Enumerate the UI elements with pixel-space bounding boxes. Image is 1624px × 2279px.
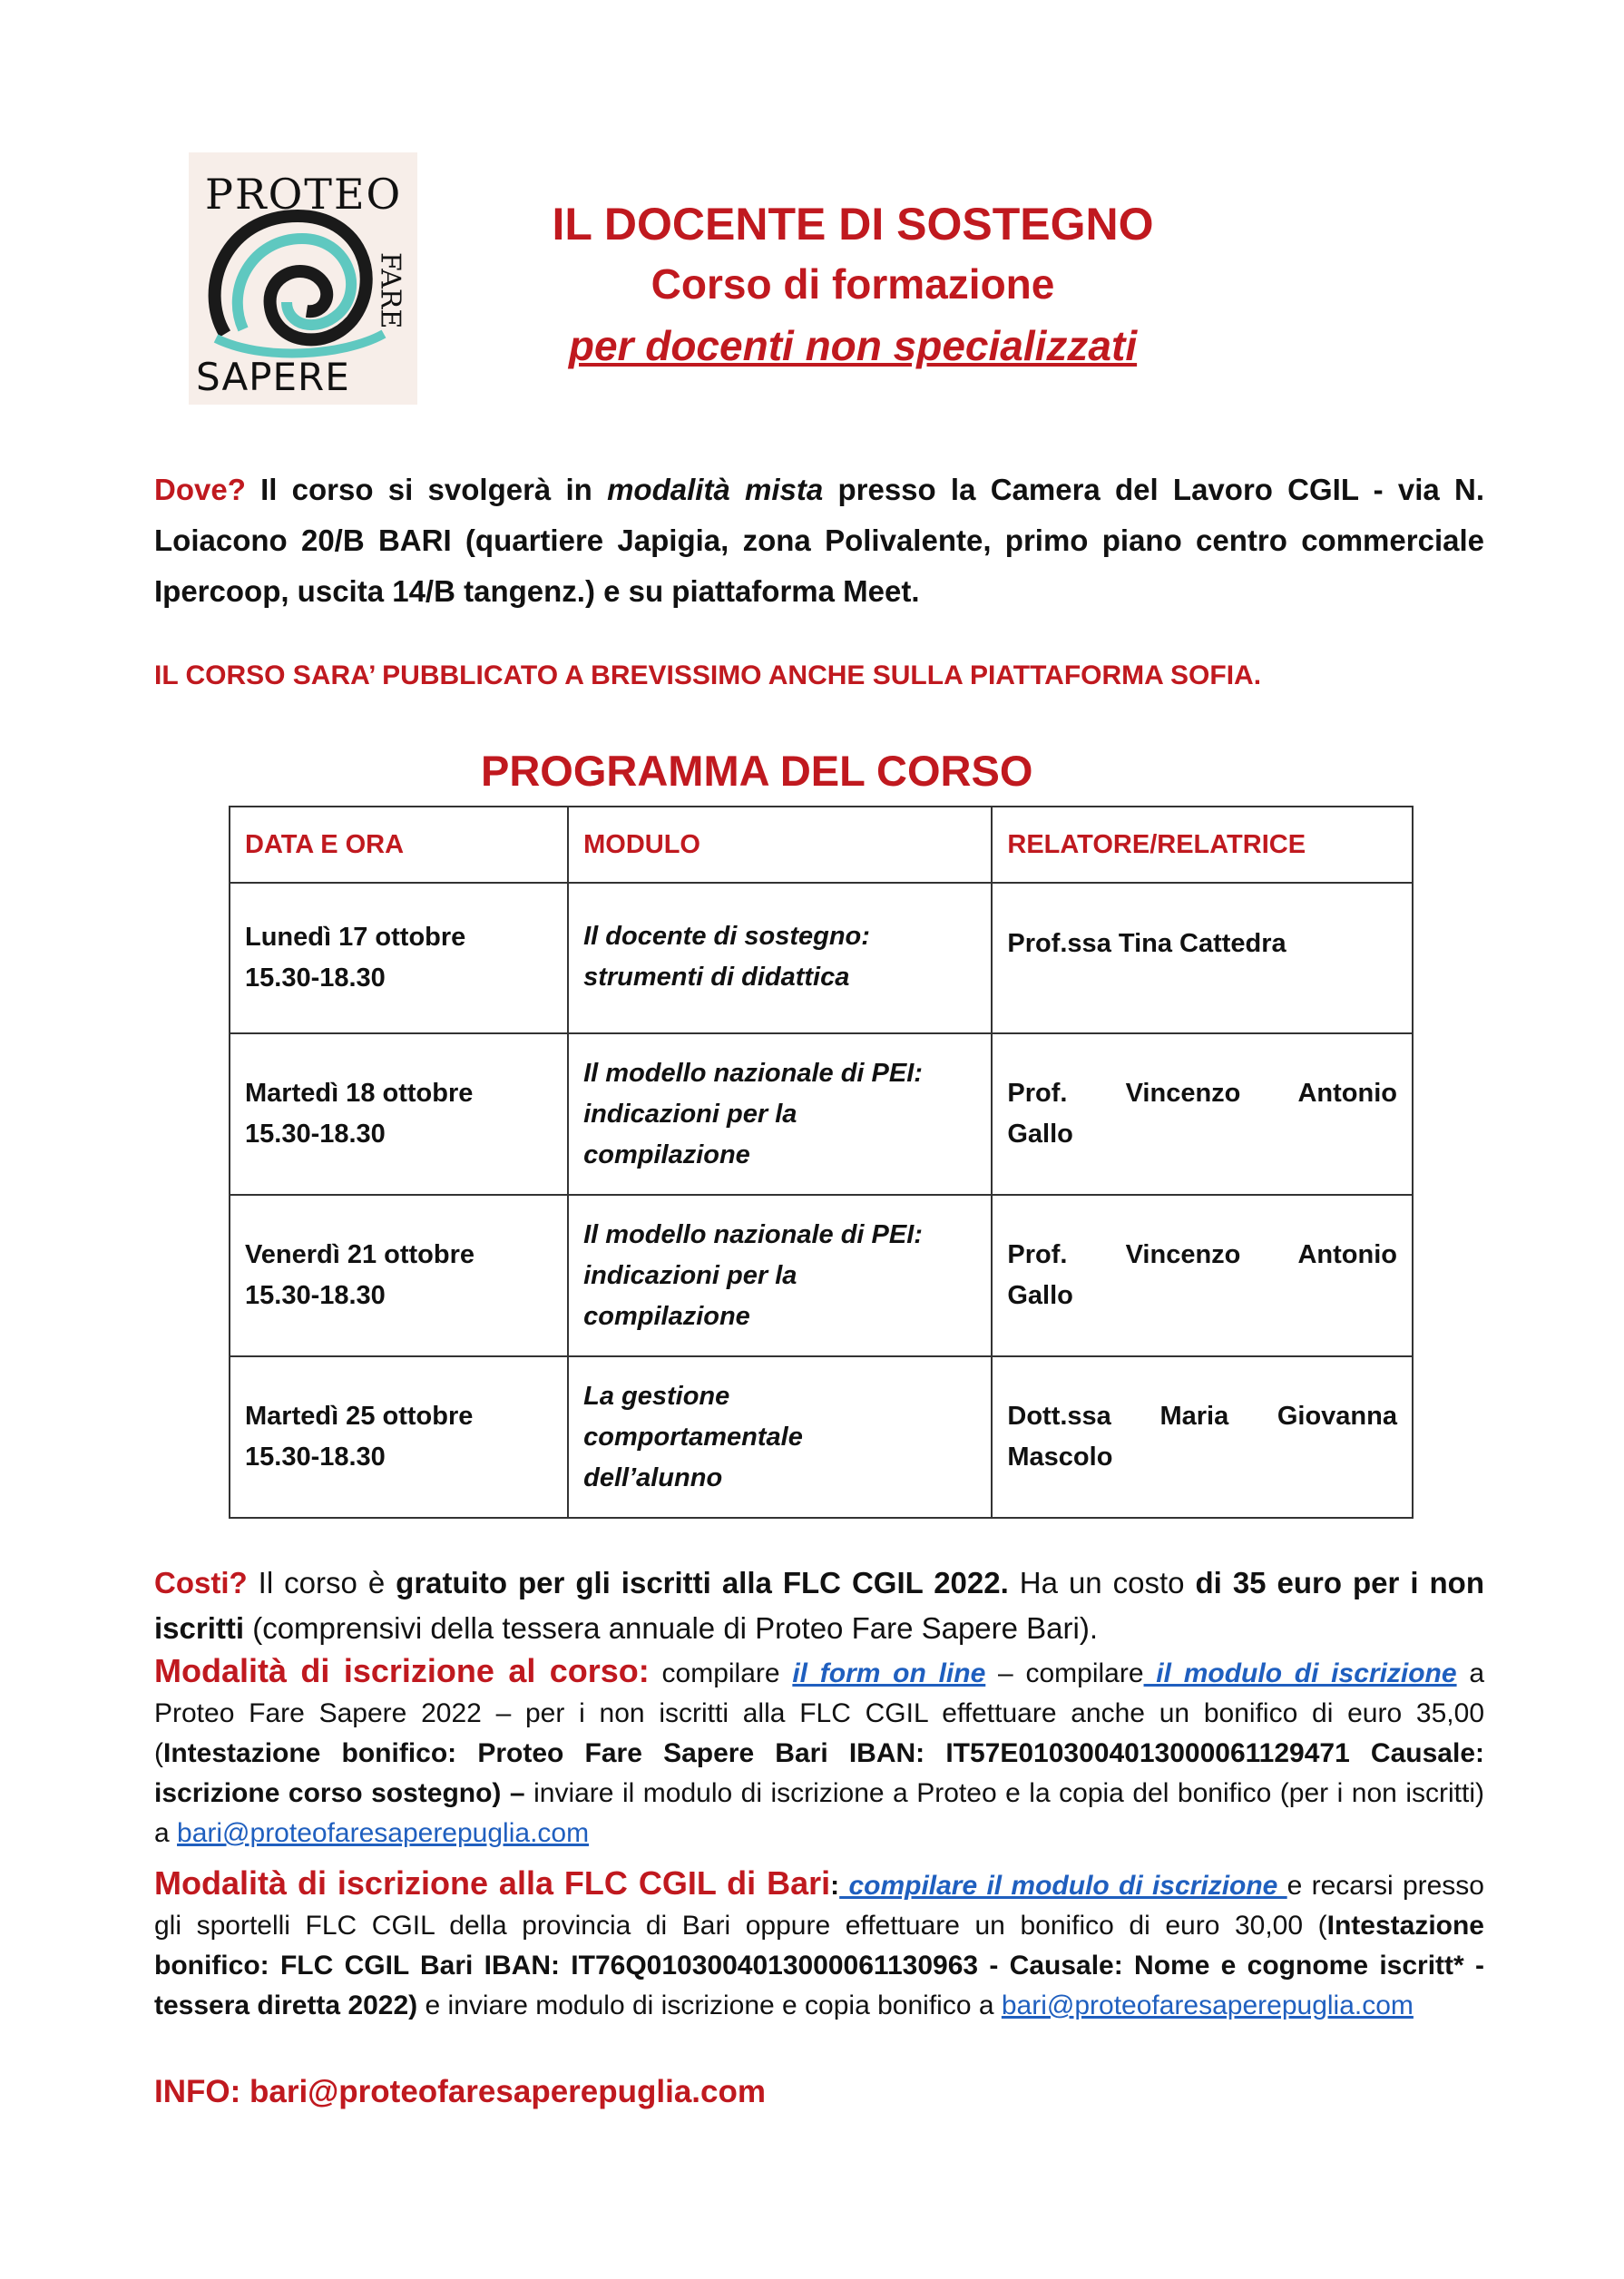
info-line: INFO: bari@proteofaresaperepuglia.com xyxy=(154,2074,766,2109)
row-time: 15.30-18.30 xyxy=(245,963,386,993)
row-module-line: indicazioni per la xyxy=(583,1260,797,1290)
iscrizione-text: compilare xyxy=(649,1658,793,1688)
row-speaker-cell xyxy=(992,1356,1413,1518)
iscrizione-flc-paragraph xyxy=(154,1863,1484,2026)
costi-text: Il corso è xyxy=(247,1566,396,1599)
row-date-cell xyxy=(230,883,568,1033)
row-speaker-2: Gallo xyxy=(1007,1120,1073,1149)
costi-bold: gratuito per gli iscritti alla FLC CGIL 2022. xyxy=(396,1566,1009,1599)
row-module-line: compilazione xyxy=(583,1140,750,1169)
table-row xyxy=(230,1033,1413,1195)
row-module-cell xyxy=(568,1033,992,1195)
row-date: Venerdì 21 ottobre xyxy=(245,1240,475,1269)
sofia-notice: IL CORSO SARA’ PUBBLICATO A BREVISSIMO ANCHE SULLA PIATTAFORMA SOFIA. xyxy=(154,660,1262,690)
logo-text-top: PROTEO xyxy=(205,170,403,219)
program-title: PROGRAMMA DEL CORSO xyxy=(481,747,1033,795)
iscrizione-bold: Intestazione bonifico: Proteo Fare Sapere Bari IBAN: IT57E0103004013000061129471 Causale: iscrizione corso sostegno) – xyxy=(154,1738,1484,1808)
row-module-line: La gestione xyxy=(583,1381,730,1411)
row-module-line: Il modello nazionale di PEI: xyxy=(583,1219,923,1249)
costi-bold: di 35 euro per i non iscritti xyxy=(154,1566,1484,1645)
row-speaker-cell xyxy=(992,1195,1413,1356)
costi-text: (comprensivi della tessera annuale di Proteo Fare Sapere Bari). xyxy=(244,1611,1099,1645)
logo-text-side: FARE xyxy=(374,252,406,329)
iscrizione-corso-paragraph xyxy=(154,1651,1484,1854)
modulo-iscrizione-link[interactable]: il modulo di iscrizione xyxy=(1143,1658,1457,1688)
table-header-row xyxy=(230,807,1413,883)
header-module: MODULO xyxy=(568,807,992,883)
row-date-cell xyxy=(230,1356,568,1518)
row-date-cell xyxy=(230,1033,568,1195)
costi-paragraph xyxy=(154,1560,1484,1651)
proteo-logo xyxy=(189,152,417,405)
dove-text-2: presso la Camera del Lavoro CGIL - via N. Loiacono 20/B BARI (quartiere Japigia, zona Polivalente, primo piano centro commerciale Ipercoop, uscita 14/B tangenz.) e su piattaforma Meet. xyxy=(154,473,1484,608)
row-module-line: dell’alunno xyxy=(583,1462,723,1492)
dove-label: Dove? xyxy=(154,473,246,506)
flc-bold: Intestazione bonifico: FLC CGIL Bari IBAN: IT76Q0103004013000061130963 - Causale: Nome e cognome iscritt* - tessera diretta 2022) xyxy=(154,1911,1484,2020)
row-module-line: Il docente di sostegno: xyxy=(583,922,870,951)
row-speaker: Prof.ssa Tina Cattedra xyxy=(1007,929,1286,958)
page-title: IL DOCENTE DI SOSTEGNO xyxy=(552,199,1154,249)
flc-modulo-link[interactable]: compilare il modulo di iscrizione xyxy=(839,1871,1287,1901)
costi-label: Costi? xyxy=(154,1566,248,1599)
form-online-link[interactable]: il form on line xyxy=(792,1658,986,1688)
row-module-line: strumenti di didattica xyxy=(583,963,850,992)
row-time: 15.30-18.30 xyxy=(245,1120,386,1149)
iscrizione-text: inviare il modulo di iscrizione a Proteo e la copia del bonifico (per i non iscritti) a xyxy=(154,1778,1484,1848)
iscrizione-corso-label: Modalità di iscrizione al corso: xyxy=(154,1652,650,1689)
dove-paragraph xyxy=(154,465,1484,617)
row-module-line: Il modello nazionale di PEI: xyxy=(583,1058,923,1088)
row-speaker: Prof. Vincenzo Antonio xyxy=(1007,1240,1397,1269)
row-time: 15.30-18.30 xyxy=(245,1443,386,1472)
email-link[interactable]: bari@proteofaresaperepuglia.com xyxy=(1001,1990,1414,2020)
table-row xyxy=(230,1356,1413,1518)
row-speaker-2: Mascolo xyxy=(1007,1443,1113,1472)
row-module-cell xyxy=(568,1195,992,1356)
row-module-line: indicazioni per la xyxy=(583,1099,797,1129)
row-module-cell xyxy=(568,883,992,1033)
row-module-cell xyxy=(568,1356,992,1518)
email-link[interactable]: bari@proteofaresaperepuglia.com xyxy=(177,1818,590,1848)
table-row xyxy=(230,883,1413,1033)
flc-text: e inviare modulo di iscrizione e copia bonifico a xyxy=(417,1990,1002,2020)
iscrizione-flc-label: Modalità di iscrizione alla FLC CGIL di Bari xyxy=(154,1864,831,1902)
flc-colon: : xyxy=(830,1871,840,1901)
row-time: 15.30-18.30 xyxy=(245,1281,386,1310)
program-table xyxy=(229,806,1414,1519)
row-module-line: comportamentale xyxy=(583,1422,803,1452)
row-module-line: compilazione xyxy=(583,1301,750,1331)
title-block xyxy=(508,194,1198,377)
row-date-cell xyxy=(230,1195,568,1356)
page-subtitle: Corso di formazione xyxy=(651,260,1055,308)
row-speaker: Dott.ssa Maria Giovanna xyxy=(1007,1402,1397,1431)
page-tagline: per docenti non specializzati xyxy=(568,322,1138,369)
iscrizione-text: a Proteo Fare Sapere 2022 – per i non iscritti alla FLC CGIL effettuare anche un bonifico di euro 35,00 ( xyxy=(154,1658,1485,1768)
row-date: Martedì 25 ottobre xyxy=(245,1402,474,1431)
costi-text: Ha un costo xyxy=(1008,1566,1196,1599)
row-speaker-cell xyxy=(992,883,1413,1033)
row-speaker: Prof. Vincenzo Antonio xyxy=(1007,1079,1397,1108)
row-date: Lunedì 17 ottobre xyxy=(245,923,466,952)
header-date: DATA E ORA xyxy=(230,807,568,883)
snail-logo-icon xyxy=(189,152,417,405)
header-speaker: RELATORE/RELATRICE xyxy=(992,807,1413,883)
row-speaker-cell xyxy=(992,1033,1413,1195)
iscrizione-text: – compilare xyxy=(985,1658,1144,1688)
row-date: Martedì 18 ottobre xyxy=(245,1079,474,1108)
flc-text: e recarsi presso gli sportelli FLC CGIL della provincia di Bari oppure effettuare un bonifico di euro 30,00 ( xyxy=(154,1871,1484,1941)
table-row xyxy=(230,1195,1413,1356)
logo-text-bottom: SAPERE xyxy=(196,355,350,399)
row-speaker-2: Gallo xyxy=(1007,1281,1073,1310)
dove-text-1: Il corso si svolgerà in xyxy=(245,473,608,506)
dove-mode: modalità mista xyxy=(607,473,824,506)
